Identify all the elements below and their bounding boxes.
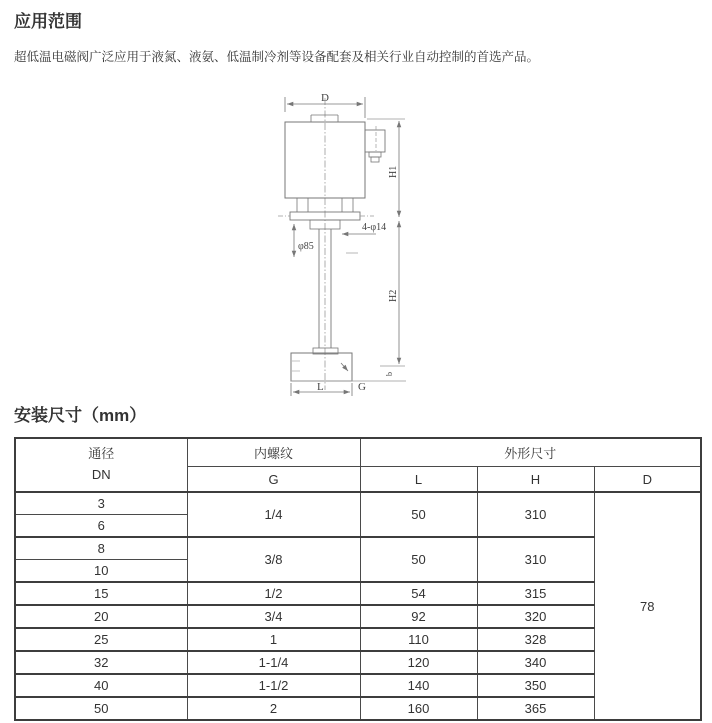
dim-label-l: L <box>317 381 324 393</box>
dim-label-g: G <box>358 381 366 393</box>
cell-dn: 50 <box>15 697 187 720</box>
cell-dn: 40 <box>15 674 187 697</box>
header-outline: 外形尺寸 <box>360 438 701 467</box>
cell-g: 1 <box>187 628 360 651</box>
cell-g: 1-1/2 <box>187 674 360 697</box>
dimensions-table <box>14 437 702 721</box>
cell-l: 110 <box>360 628 477 651</box>
cell-dn: 3 <box>15 492 187 515</box>
table-row <box>15 492 701 515</box>
cell-g: 3/8 <box>187 537 360 582</box>
cell-h: 365 <box>477 697 594 720</box>
electrical-connector <box>365 130 385 152</box>
cell-dn: 10 <box>15 560 187 583</box>
port-arrow <box>341 363 348 371</box>
dim-label-b: b <box>385 372 394 376</box>
cell-dn: 20 <box>15 605 187 628</box>
cell-h: 328 <box>477 628 594 651</box>
dim-label-flange-diameter: φ85 <box>298 241 314 252</box>
application-description: 超低温电磁阀广泛应用于液氮、液氨、低温制冷剂等设备配套及相关行业自动控制的首选产品。 <box>14 50 540 64</box>
cell-h: 310 <box>477 492 594 537</box>
dim-label-bolt-holes: 4-φ14 <box>362 222 387 233</box>
cell-dn: 32 <box>15 651 187 674</box>
header-h: H <box>477 467 594 493</box>
valve-dimension-diagram <box>250 88 435 406</box>
dim-label-h1: H1 <box>388 165 399 178</box>
cell-h: 320 <box>477 605 594 628</box>
section-title-application: 应用范围 <box>14 12 82 31</box>
cell-dn: 15 <box>15 582 187 605</box>
cell-g: 1/4 <box>187 492 360 537</box>
cell-l: 54 <box>360 582 477 605</box>
cell-g: 1-1/4 <box>187 651 360 674</box>
connector-gland <box>369 152 381 157</box>
cell-g: 3/4 <box>187 605 360 628</box>
header-bore-dn: DN <box>91 467 111 482</box>
cell-dn: 8 <box>15 537 187 560</box>
header-thread: 内螺纹 <box>187 438 360 467</box>
header-bore <box>15 438 187 492</box>
table-header-row-1 <box>15 438 701 467</box>
cell-h: 310 <box>477 537 594 582</box>
cell-dn: 6 <box>15 515 187 538</box>
cell-dn: 25 <box>15 628 187 651</box>
dim-label-h2: H2 <box>388 289 399 302</box>
header-g: G <box>187 467 360 493</box>
cell-l: 92 <box>360 605 477 628</box>
cell-l: 50 <box>360 492 477 537</box>
cell-h: 315 <box>477 582 594 605</box>
cell-g: 1/2 <box>187 582 360 605</box>
cell-h: 340 <box>477 651 594 674</box>
cell-l: 140 <box>360 674 477 697</box>
header-bore-cn: 通径 <box>88 446 115 462</box>
header-d: D <box>594 467 701 493</box>
connector-gland <box>371 157 379 162</box>
cell-d-shared: 78 <box>594 492 701 720</box>
valve-body <box>291 353 352 381</box>
cell-l: 120 <box>360 651 477 674</box>
cell-l: 50 <box>360 537 477 582</box>
cell-g: 2 <box>187 697 360 720</box>
section-title-dimensions: 安装尺寸（mm） <box>14 406 147 425</box>
cell-h: 350 <box>477 674 594 697</box>
header-l: L <box>360 467 477 493</box>
dim-label-d: D <box>321 92 329 104</box>
cell-l: 160 <box>360 697 477 720</box>
